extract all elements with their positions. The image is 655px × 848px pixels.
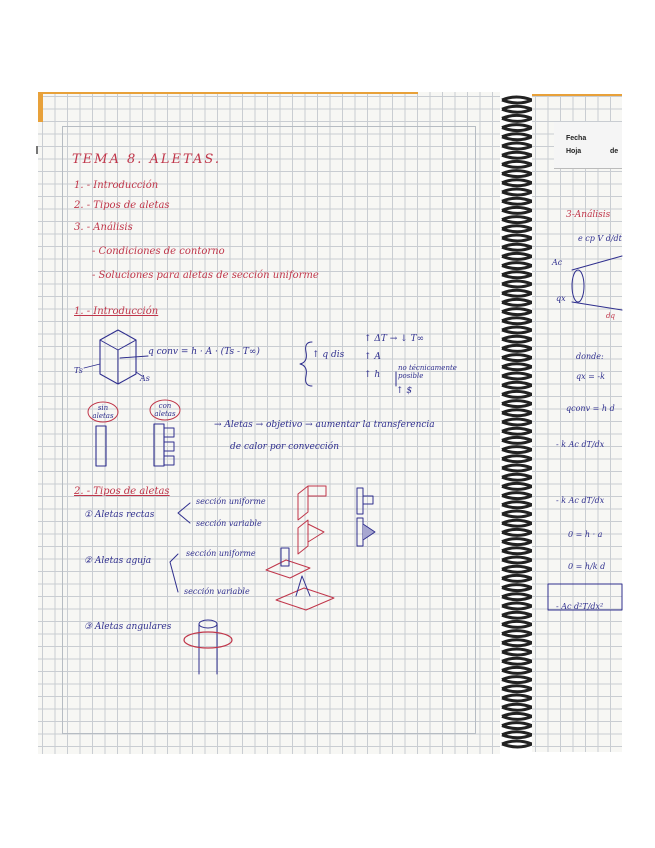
side-wall-2 (357, 518, 363, 546)
right-line: - Ac d²T/dx² (556, 602, 604, 611)
pin-base-2 (276, 588, 334, 610)
leader-lines (84, 364, 142, 376)
q-conv-equation: q conv = h · A · (Ts - T∞) (148, 347, 260, 357)
analisis-heading: 3-Análisis (566, 210, 611, 220)
fecha-label: Fecha (566, 135, 587, 142)
rectas-variable-label: sección variable (196, 519, 262, 528)
sin-aletas-label: sin aletas (92, 404, 114, 420)
aletas-angulares-label: ③ Aletas angulares (84, 622, 172, 632)
straight-fin-uniform-3d (298, 486, 326, 520)
fin-3 (164, 456, 174, 465)
finned-wall (154, 424, 164, 466)
pin-cylinder (281, 548, 289, 566)
right-line: e cp V d/dt (578, 234, 622, 243)
right-line: donde: (576, 352, 604, 361)
area-note: ↑ A (364, 352, 381, 362)
rectas-bracket (178, 503, 190, 523)
index-item: 1. - Introducción (74, 180, 159, 191)
right-line: 0 = h · a (568, 530, 603, 539)
rectas-uniforme-label: sección uniforme (196, 497, 266, 506)
aguja-bracket (170, 554, 178, 592)
tube-top (199, 620, 217, 628)
objective-line-1: → Aletas → objetivo → aumentar la transferencia (214, 420, 435, 430)
pin-base-1 (266, 560, 310, 578)
right-boxed-equation (548, 584, 622, 610)
aguja-variable-label: sección variable (184, 587, 250, 596)
fin-2 (164, 442, 174, 451)
aguja-uniforme-label: sección uniforme (186, 549, 256, 558)
cost-note: ↑ $ (396, 386, 413, 396)
fin-1 (164, 428, 174, 437)
right-line: Ac (552, 258, 563, 267)
side-fin-2 (363, 524, 375, 540)
pin-cone (296, 576, 310, 596)
heat-arrow (120, 356, 148, 358)
right-fin-base (572, 270, 584, 302)
hoja-label: Hoja (566, 148, 582, 155)
straight-fin-variable-3d (298, 520, 324, 554)
index-item: - Condiciones de contorno (92, 246, 225, 257)
plain-wall (96, 426, 106, 466)
q-dis-label: ↑ q dis (312, 350, 345, 360)
aletas-aguja-label: ② Aletas aguja (84, 556, 152, 566)
page-title: TEMA 8. ALETAS. (72, 152, 221, 167)
section-heading-introduccion: 1. - Introducción (74, 306, 159, 317)
not-possible-note: no técnicamente posible (398, 364, 457, 380)
delta-t-note: ↑ ΔT → ↓ T∞ (364, 334, 425, 344)
index-item: 2. - Tipos de aletas (74, 200, 170, 211)
brace-q-dis (300, 342, 312, 386)
con-aletas-label: con aletas (154, 402, 176, 418)
right-line: - k Ac dT/dx (556, 440, 605, 449)
right-line: 0 = h/k d (568, 562, 606, 571)
label-as: As (140, 374, 150, 383)
label-ts: Ts (74, 366, 83, 375)
aletas-rectas-label: ① Aletas rectas (84, 510, 155, 520)
right-line: - k Ac dT/dx (556, 496, 605, 505)
objective-line-2: de calor por convección (230, 442, 339, 452)
right-line: qconv = h d (566, 404, 615, 413)
sin-aletas-circle (88, 402, 118, 422)
side-fin-1 (363, 496, 373, 504)
right-line: dq (606, 312, 615, 320)
right-line: qx = -k (576, 372, 605, 381)
section-heading-tipos: 2. - Tipos de aletas (74, 486, 170, 497)
side-wall-1 (357, 488, 363, 514)
h-note: ↑ h (364, 370, 381, 380)
right-line: qx (556, 294, 566, 303)
index-item: 3. - Análisis (74, 222, 133, 233)
con-aletas-circle (150, 400, 180, 420)
index-item: - Soluciones para aletas de sección uniforme (92, 270, 319, 281)
de-label: de (610, 148, 619, 155)
annular-fin (184, 632, 232, 648)
